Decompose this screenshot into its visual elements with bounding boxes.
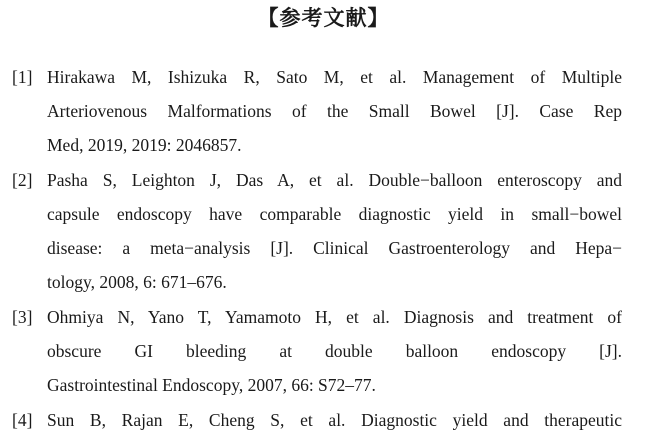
reference-line: Ohmiya N, Yano T, Yamamoto H, et al. Diagnosis and treatment of: [47, 307, 622, 327]
reference-line: tology, 2008, 6: 671–676.: [47, 272, 227, 292]
reference-item-2: [12, 163, 622, 299]
reference-number: [2]: [12, 170, 33, 190]
reference-item-1: [12, 60, 622, 162]
reference-line: Pasha S, Leighton J, Das A, et al. Double−balloon enteroscopy and: [47, 170, 622, 190]
references-heading: 【参考文献】: [257, 6, 390, 30]
reference-number: [4]: [12, 410, 33, 430]
reference-item-3: [12, 300, 622, 402]
reference-line: Med, 2019, 2019: 2046857.: [47, 135, 242, 155]
reference-line: Sun B, Rajan E, Cheng S, et al. Diagnostic yield and therapeutic: [47, 410, 622, 430]
reference-line: Gastrointestinal Endoscopy, 2007, 66: S72–77.: [47, 375, 376, 395]
reference-line: obscure GI bleeding at double balloon endoscopy [J].: [47, 341, 622, 361]
reference-line: disease: a meta−analysis [J]. Clinical Gastroenterology and Hepa−: [47, 238, 622, 258]
reference-line: Hirakawa M, Ishizuka R, Sato M, et al. Management of Multiple: [47, 67, 622, 87]
reference-line: capsule endoscopy have comparable diagnostic yield in small−bowel: [47, 204, 622, 224]
reference-list: [12, 60, 622, 438]
reference-line: Arteriovenous Malformations of the Small Bowel [J]. Case Rep: [47, 101, 622, 121]
reference-number: [3]: [12, 307, 33, 327]
reference-number: [1]: [12, 67, 33, 87]
reference-item-4: [12, 403, 622, 437]
